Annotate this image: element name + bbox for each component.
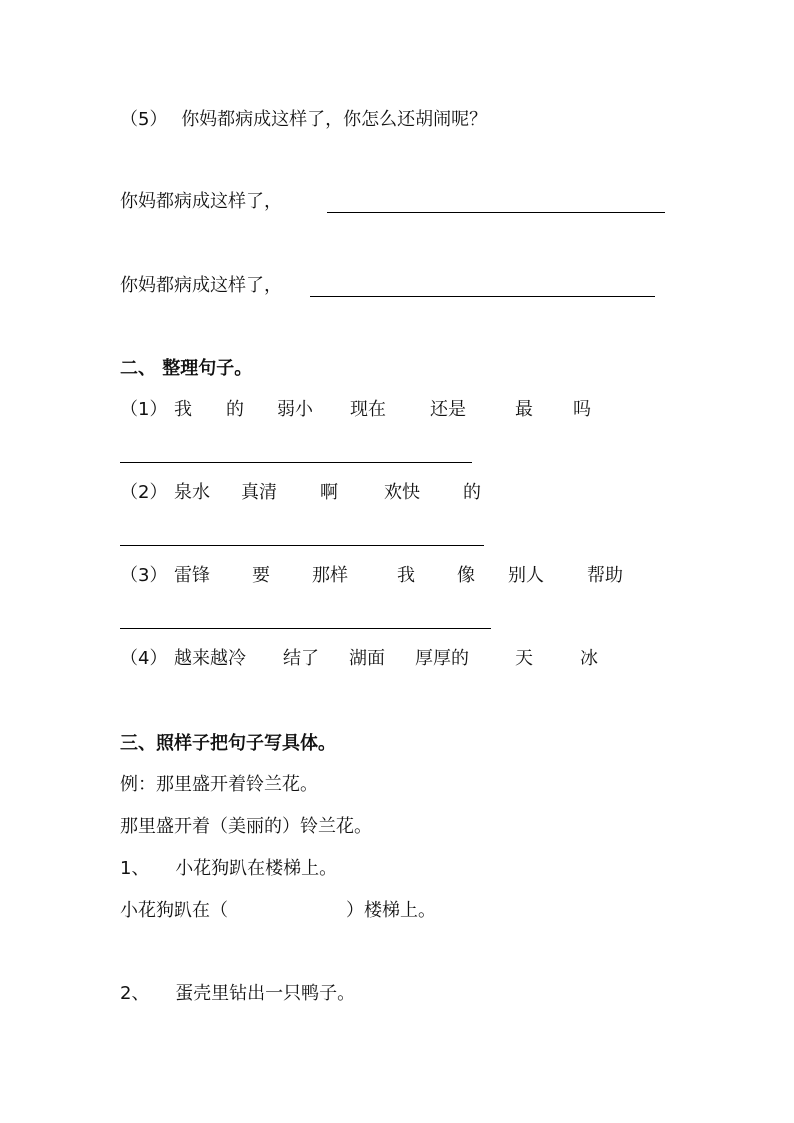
section3-item2 [120,982,355,1006]
q5-rewrite-a [120,190,282,214]
q5-answer-blank-b[interactable] [310,296,655,297]
s2-item1-word: 弱小 [277,399,313,420]
fill-suffix: ）楼梯上。 [346,900,436,921]
section3-item2-number: 2、 [120,983,150,1004]
q5-rewrite-b-prefix: 你妈都病成这样了， [120,275,282,296]
s2-item2-label: （2） [120,482,168,503]
q5-rewrite-a-prefix: 你妈都病成这样了， [120,191,282,212]
q5-answer-blank-a[interactable] [327,212,665,213]
section3-item1 [120,857,337,881]
s2-item4-label: （4） [120,648,168,669]
section2-title: 二、 整理句子。 [120,358,253,379]
s2-item1-label: （1） [120,399,168,420]
s2-item4-word: 越来越冷 [174,648,246,669]
s2-item4-word: 天 [515,648,533,669]
s2-item1-word: 还是 [430,399,466,420]
s2-item3-label: （3） [120,565,168,586]
s2-item2-word: 真清 [241,482,277,503]
s2-item2-word: 泉水 [174,482,210,503]
s2-item3-answer-line[interactable] [120,628,491,629]
s2-item1-word: 吗 [573,399,591,420]
s2-item4-word: 结了 [283,648,319,669]
s2-item3-word: 那样 [312,565,348,586]
s2-item3-word: 我 [397,565,415,586]
s2-item4-word: 厚厚的 [415,648,469,669]
s2-item3-word: 帮助 [587,565,623,586]
section3-example-answer: 那里盛开着（美丽的）铃兰花。 [120,816,372,837]
q5-sentence-line [120,108,487,132]
s2-item1-answer-line[interactable] [120,462,472,463]
section3-item1-number: 1、 [120,858,150,879]
q5-rewrite-b [120,274,282,298]
s2-item3-word: 雷锋 [174,565,210,586]
s2-item1-word: 最 [515,399,533,420]
s2-item2-word: 欢快 [384,482,420,503]
s2-item4-word: 湖面 [349,648,385,669]
section3-item1-fill [120,899,436,923]
section3-item2-sentence: 蛋壳里钻出一只鸭子。 [175,983,356,1004]
s2-item1-word: 的 [226,399,244,420]
s2-item2-answer-line[interactable] [120,545,484,546]
section3-example: 例：那里盛开着铃兰花。 [120,774,318,795]
q5-number: （5） [120,109,168,130]
s2-item3-word: 像 [457,565,475,586]
s2-item3-word: 要 [252,565,270,586]
fill-prefix: 小花狗趴在（ [120,900,228,921]
q5-sentence: 你妈都病成这样了，你怎么还胡闹呢？ [181,109,488,130]
s2-item2-word: 的 [463,482,481,503]
s2-item1-word: 我 [174,399,192,420]
section3-title: 三、照样子把句子写具体。 [120,733,336,754]
s2-item1-word: 现在 [350,399,386,420]
s2-item2-word: 啊 [320,482,338,503]
s2-item3-word: 别人 [508,565,544,586]
s2-item4-word: 冰 [580,648,598,669]
section3-item1-sentence: 小花狗趴在楼梯上。 [175,858,338,879]
